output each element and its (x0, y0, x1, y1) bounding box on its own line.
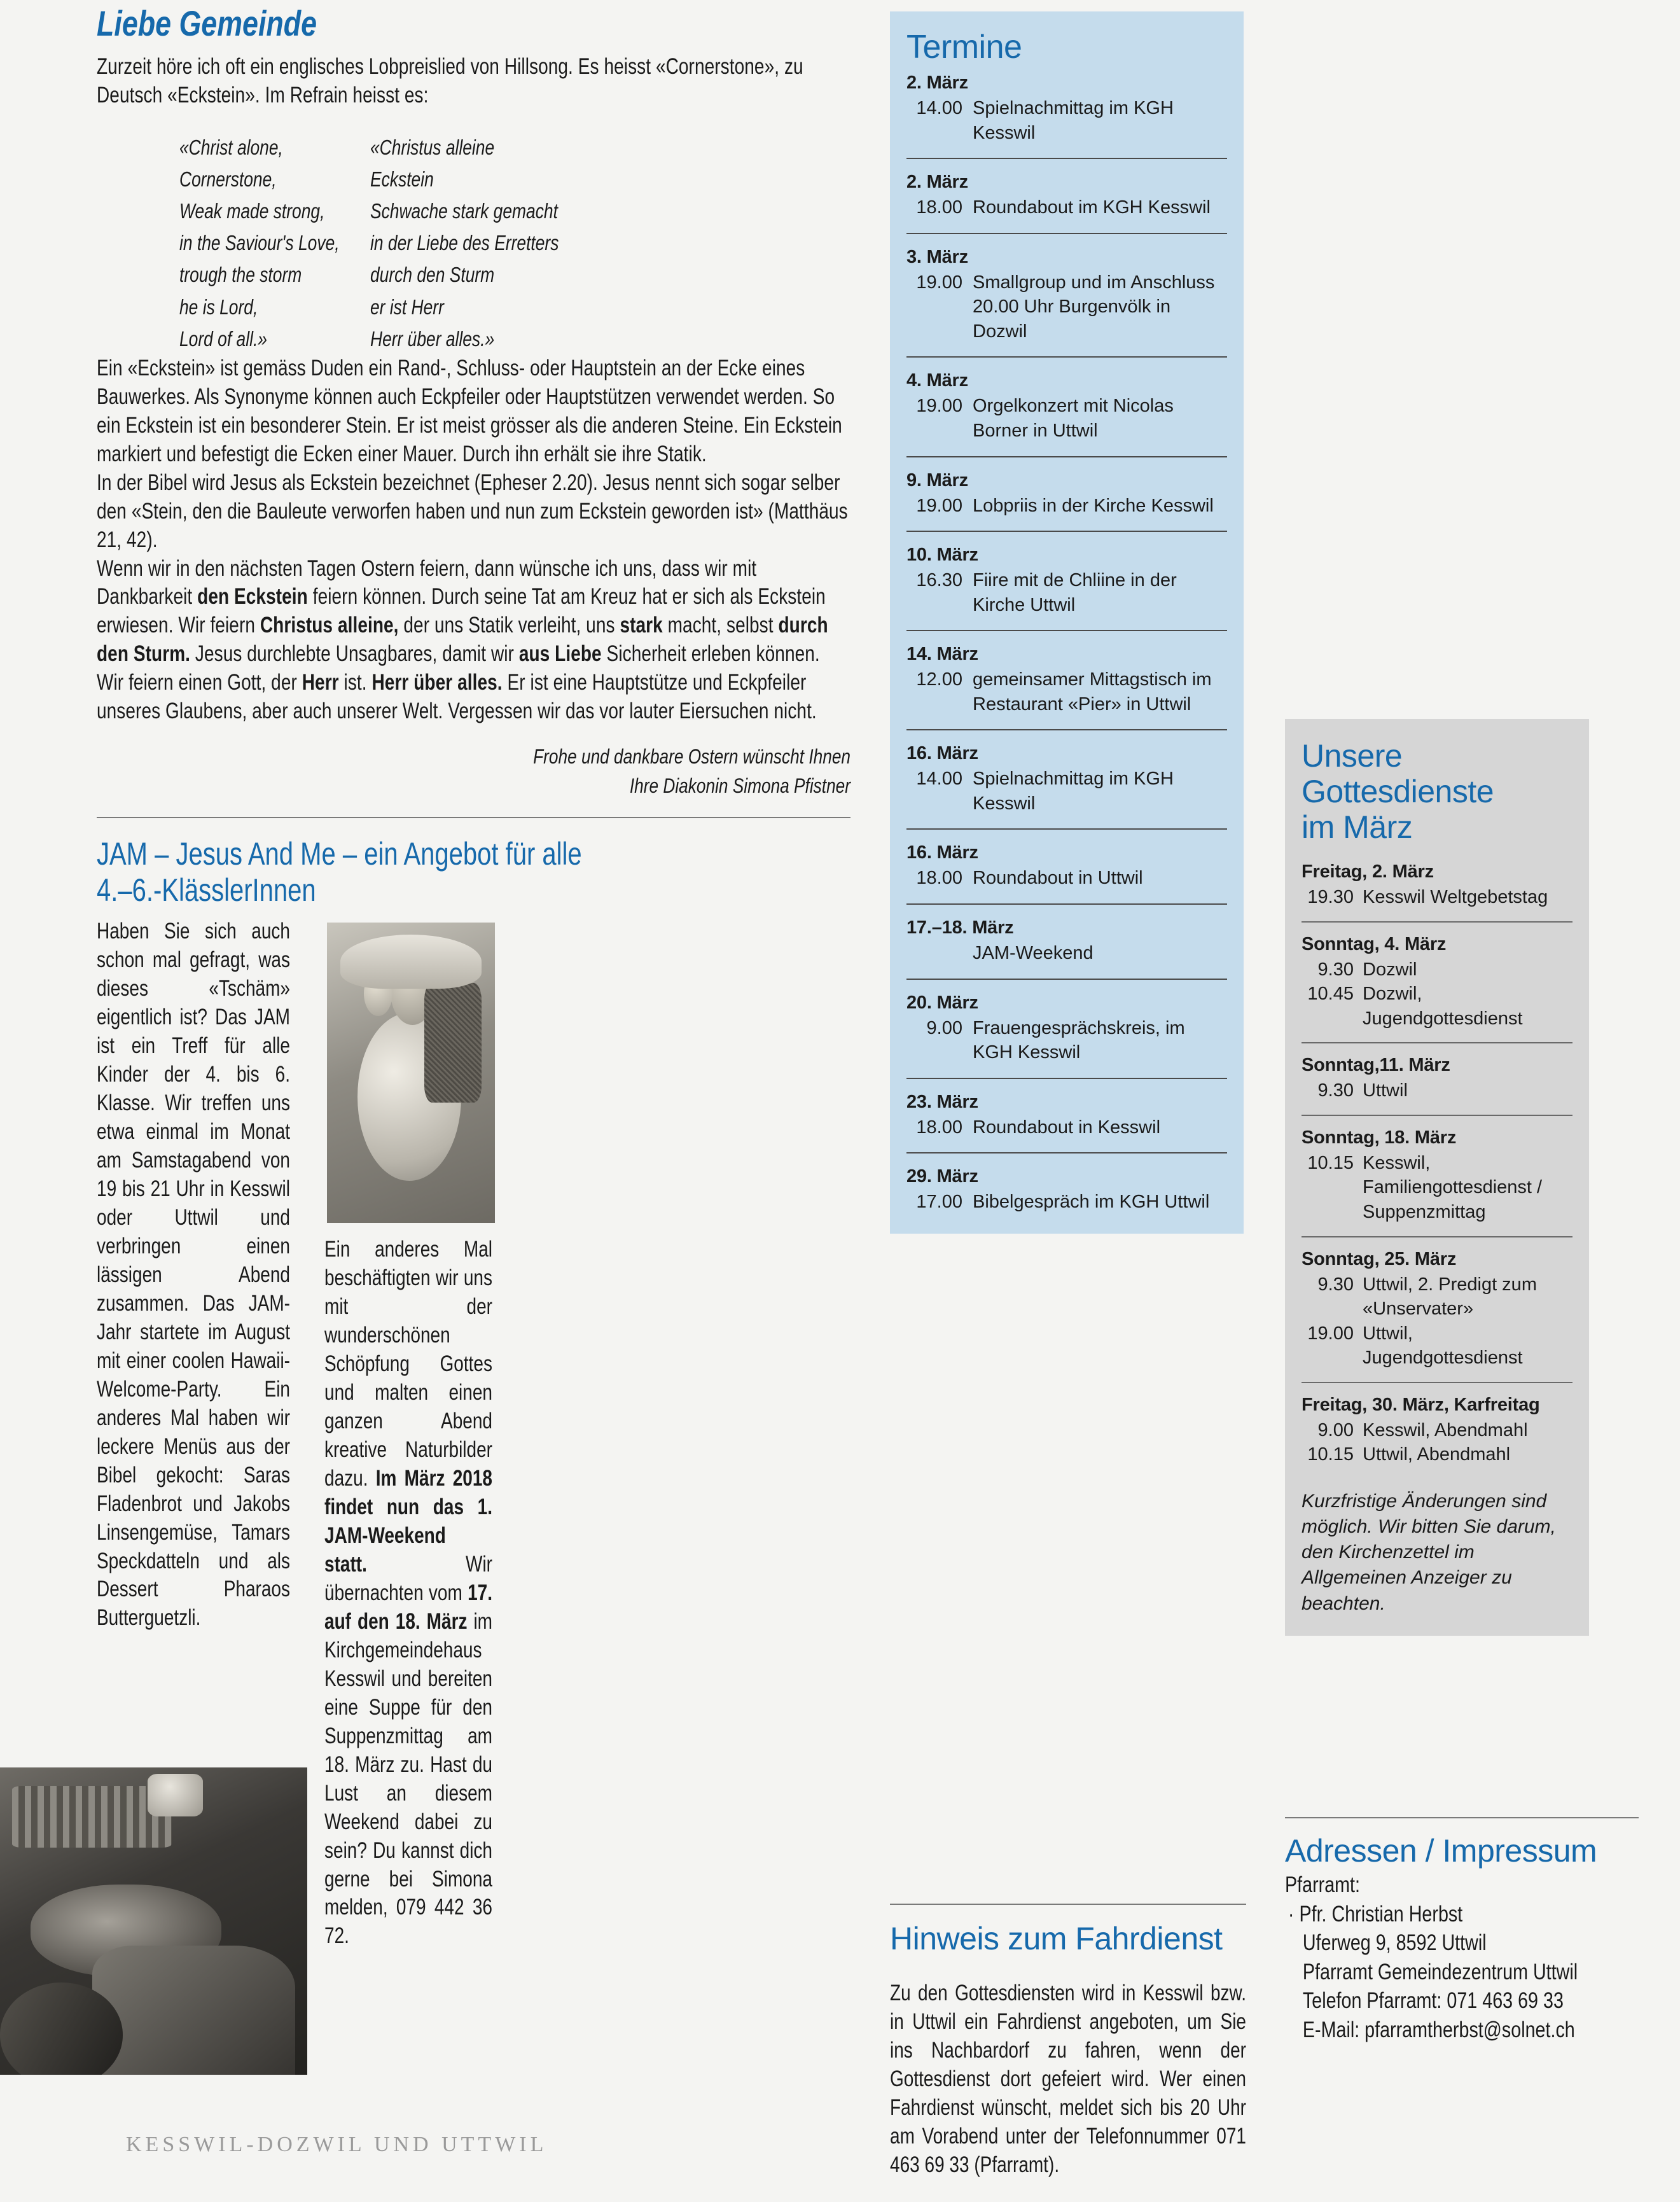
gottesdienst-item-time: 10.15 (1307, 1152, 1354, 1173)
jam-paragraph-1: Haben Sie sich auch schon mal gefragt, was dieses «Tschäm» eigentlich ist? Das JAM ist ein Treff für alle Kinder der 4. bis 6. Klasse. Wir treffen uns etwa einmal im Monat am Samstagabend von 19 bis 21 Uhr in Kesswil oder Uttwil und verbringen einen lässigen Abend zusammen. Das JAM-Jahr startete im August mit einer coolen Hawaii-Welcome-Party. Ein anderes Mal haben wir leckere Menüs aus der Bibel gekocht: Saras Fladenbrot und Jakobs Linsengemüse, Tamars Speckdatteln und als Dessert Pharaos Butterguetzli. (97, 919, 290, 1631)
gottesdienste-title-line-1: Unsere Gottesdienste (1302, 738, 1494, 809)
easter-reflection-emphasis: Herr über alles. (371, 670, 503, 695)
jam-paragraph-2-emphasis: Im März 2018 findet nun das 1. JAM-Weekend statt. (324, 1465, 492, 1577)
gottesdienst-item (1302, 1055, 1572, 1103)
termine-item-time: 19.00 (916, 396, 962, 417)
termine-item-date: 3. März (906, 246, 968, 267)
termine-item-separator (906, 979, 1227, 980)
gottesdienst-item-entry (1302, 1321, 1572, 1370)
adressen-title: Adressen / Impressum (1285, 1833, 1597, 1869)
fahrdienst-title: Hinweis zum Fahrdienst (890, 1921, 1223, 1956)
gottesdienst-item-entry (1302, 1442, 1572, 1467)
termine-item (906, 917, 1227, 966)
termine-item-date: 20. März (906, 992, 978, 1013)
easter-reflection-emphasis: stark (620, 613, 663, 638)
gottesdienst-item (1302, 1249, 1572, 1370)
gottesdienst-item (1302, 861, 1572, 910)
gottesdienste-title-line-2: im März (1302, 809, 1413, 845)
termine-item-date: 17.–18. März (906, 917, 1014, 938)
termine-item-separator (906, 630, 1227, 631)
gottesdienste-box (1285, 719, 1589, 1636)
eckstein-definition-paragraph: Ein «Eckstein» ist gemäss Duden ein Rand-, Schluss- oder Hauptstein an der Ecke eines Bauwerkes. Als Synonyme können auch Eckpfeiler oder Hauptstützen verwendet werden. So ein Eckstein ist ein besonderer Stein. Er ist meist grösser als die anderen Steine. Ein Eckstein markiert und befestigt die Ecken einer Mauer. Durch ihn erhält sie ihre Statik. (97, 355, 842, 466)
easter-reflection-text: der uns Statik verleiht, uns (398, 613, 620, 638)
jam-paragraph-2 (324, 1236, 492, 1951)
termine-item (906, 545, 1227, 617)
easter-reflection-emphasis: Herr (302, 670, 339, 695)
adressen-section (1285, 1817, 1639, 2044)
termine-item (906, 470, 1227, 519)
poem-german-line: Eckstein (370, 167, 434, 191)
poem-german-line: durch den Sturm (370, 263, 495, 287)
section-divider (97, 817, 850, 818)
termine-item-time: 14.00 (916, 98, 962, 118)
easter-reflection-text: feiern können. Durch seine Tat am Kreuz hat er sich als Eckstein erwiesen. Wir feiern (97, 584, 826, 638)
gottesdienst-item-entry (1302, 885, 1572, 910)
signature-line-1: Frohe und dankbare Ostern wünscht Ihnen (533, 745, 850, 769)
termine-item-separator (906, 1152, 1227, 1153)
adressen-lines (1285, 1871, 1639, 2044)
gottesdienst-item-entry (1302, 1151, 1572, 1225)
gottesdienst-item-time: 9.30 (1317, 959, 1354, 980)
termine-item (906, 370, 1227, 443)
gottesdienst-item (1302, 1127, 1572, 1225)
poem-german-line: er ist Herr (370, 295, 444, 319)
termine-item (906, 1092, 1227, 1140)
termine-item (906, 993, 1227, 1065)
gottesdienst-item-date: Sonntag, 25. März (1302, 1248, 1457, 1269)
gottesdienst-item-time: 9.30 (1317, 1080, 1354, 1101)
jam-title-line-2: 4.–6.-KlässlerInnen (97, 872, 316, 909)
termine-item-date: 2. März (906, 172, 968, 193)
poem-english-line: Lord of all.» (179, 326, 267, 351)
termine-item-entry (906, 866, 1227, 891)
gottesdienst-item-separator (1302, 921, 1572, 923)
gottesdienst-item-description: Uttwil, 2. Predigt zum «Unservater» (1363, 1274, 1537, 1320)
termine-item-entry (906, 941, 1227, 966)
termine-item-description: Smallgroup und im Anschluss 20.00 Uhr Burgenvölk in Dozwil (973, 272, 1215, 342)
termine-item-time: 9.00 (926, 1017, 962, 1038)
gottesdienst-item-description: Kesswil, Abendmahl (1363, 1419, 1528, 1440)
termine-item-separator (906, 903, 1227, 905)
termine-item-time: 14.00 (916, 769, 962, 790)
termine-item-separator (906, 729, 1227, 730)
termine-item-description: Lobpriis in der Kirche Kesswil (973, 495, 1214, 516)
gottesdienst-item-separator (1302, 1042, 1572, 1043)
gottesdienste-note: Kurzfristige Änderungen sind möglich. Wir bitten Sie darum, den Kirchenzettel im Allgemeinen Anzeiger zu beachten. (1302, 1490, 1556, 1614)
termine-item-time: 18.00 (916, 1117, 962, 1138)
gottesdienst-item-entry (1302, 1418, 1572, 1443)
bible-reference-paragraph: In der Bibel wird Jesus als Eckstein bezeichnet (Epheser 2.20). Jesus nennt sich sogar selber den «Stein, den die Bauleute verworfen haben und nun zum Eckstein geworden ist» (Matthäus 21, 42). (97, 470, 848, 552)
termine-item-entry (906, 767, 1227, 816)
gottesdienst-item-time: 19.00 (1307, 1323, 1354, 1344)
gottesdienst-item-time: 9.30 (1317, 1274, 1354, 1295)
signature-block (97, 742, 850, 800)
termine-item-description: Spielnachmittag im KGH Kesswil (973, 98, 1174, 143)
termine-item-description: Bibelgespräch im KGH Uttwil (973, 1192, 1210, 1213)
gottesdienste-list (1302, 861, 1572, 1467)
address-line: Pfarramt Gemeindezentrum Uttwil (1302, 1959, 1578, 1984)
gottesdienst-item-description: Uttwil (1363, 1080, 1408, 1101)
jam-paragraph-2-text: Wir übernachten vom (324, 1551, 492, 1605)
termine-item-date: 29. März (906, 1166, 978, 1187)
termine-item-separator (906, 456, 1227, 457)
gottesdienst-item (1302, 1395, 1572, 1467)
termine-item-time: 17.00 (916, 1192, 962, 1213)
termine-item-entry (906, 667, 1227, 716)
termine-item-separator (906, 1078, 1227, 1079)
easter-reflection-text: macht, selbst (662, 613, 779, 638)
poem-german-line: Schwache stark gemacht (370, 199, 558, 223)
address-line: Uferweg 9, 8592 Uttwil (1302, 1930, 1487, 1955)
termine-item-separator (906, 531, 1227, 532)
termine-item-entry (906, 394, 1227, 443)
easter-reflection-text: Wenn wir in den nächsten Tagen Ostern feiern, dann wünsche ich uns, dass wir mit Dankbarkeit (97, 555, 757, 610)
jam-paragraph-2-text: im Kirchgemeindehaus Kesswil und bereiten eine Suppe für den Suppenzmittag am 18. März zu. Hast du Lust an diesem Weekend dabei zu sein? Du kannst dich gerne bei Simona melden, 079 442 36 72. (324, 1608, 492, 1949)
gottesdienst-item-entry (1302, 982, 1572, 1031)
food-photo (327, 923, 495, 1223)
termine-item-description: Orgelkonzert mit Nicolas Borner in Uttwil (973, 396, 1174, 441)
termine-item-entry (906, 96, 1227, 145)
termine-item-time: 12.00 (916, 669, 962, 690)
poem-english-line: Cornerstone, (179, 167, 277, 191)
gottesdienst-item-time: 19.30 (1307, 887, 1354, 907)
gottesdienst-item-date: Sonntag,11. März (1302, 1055, 1450, 1076)
address-line: · Pfr. Christian Herbst (1288, 1901, 1463, 1927)
termine-item-time: 19.00 (916, 272, 962, 293)
poem-german-line: Herr über alles.» (370, 326, 495, 351)
easter-reflection-text: ist. (338, 670, 372, 695)
poem-block (97, 132, 850, 351)
jam-paragraph-2-emphasis: 17. auf den 18. März (324, 1580, 492, 1634)
termine-item-entry (906, 270, 1227, 344)
termine-item (906, 73, 1227, 145)
gottesdienst-item-date: Freitag, 30. März, Karfreitag (1302, 1394, 1540, 1415)
poem-english-line: trough the storm (179, 263, 302, 287)
gottesdienst-item-description: Uttwil, Abendmahl (1363, 1444, 1511, 1465)
termine-item-date: 14. März (906, 644, 978, 665)
termine-item-entry (906, 568, 1227, 617)
poem-english-line: Weak made strong, (179, 199, 325, 223)
termine-item-time: 18.00 (916, 868, 962, 889)
adressen-divider (1285, 1817, 1639, 1818)
termine-item-description: Roundabout in Uttwil (973, 868, 1143, 889)
easter-reflection-text: Er ist eine Hauptstütze und Eckpfeiler unseres Glaubens, aber auch unserer Welt. Vergessen wir das vor lauter Eiersuchen nicht. (97, 670, 817, 724)
fahrdienst-section (890, 1904, 1246, 2202)
poem-english-line: in the Saviour's Love, (179, 231, 340, 255)
termine-item-date: 2. März (906, 73, 968, 93)
termine-item-time: 18.00 (916, 197, 962, 218)
termine-item-description: Roundabout in Kesswil (973, 1117, 1161, 1138)
gottesdienst-item-separator (1302, 1115, 1572, 1116)
termine-item-description: gemeinsamer Mittagstisch im Restaurant «Pier» in Uttwil (973, 669, 1212, 714)
easter-reflection-text: Sicherheit erleben können. Wir feiern einen Gott, der (97, 641, 820, 695)
termine-item-time: 19.00 (916, 495, 962, 516)
poem-english-line: he is Lord, (179, 295, 258, 319)
fahrdienst-divider (890, 1904, 1246, 1905)
easter-reflection-paragraph (97, 555, 850, 727)
easter-reflection-emphasis: aus Liebe (518, 641, 602, 667)
poem-english-line: «Christ alone, (179, 135, 283, 159)
gottesdienst-item-description: Uttwil, Jugendgottesdienst (1363, 1323, 1523, 1369)
termine-title: Termine (906, 29, 1022, 66)
gottesdienst-item-entry (1302, 1272, 1572, 1321)
termine-item (906, 743, 1227, 816)
jam-title-line-1: JAM – Jesus And Me – ein Angebot für alle (97, 836, 582, 872)
left-column (97, 3, 850, 1949)
gottesdienst-item-description: Dozwil (1363, 959, 1417, 980)
poem-german-line: «Christus alleine (370, 135, 495, 159)
termine-item-entry (906, 1016, 1227, 1065)
easter-reflection-emphasis: durch den Sturm. (97, 613, 828, 667)
address-line: E-Mail: pfarramtherbst@solnet.ch (1302, 2017, 1575, 2042)
termine-item-separator (906, 158, 1227, 159)
greeting-title: Liebe Gemeinde (97, 3, 317, 43)
termine-item (906, 1166, 1227, 1215)
easter-reflection-emphasis: den Eckstein (197, 584, 308, 610)
termine-item-description: Fiire mit de Chliine in der Kirche Uttwil (973, 570, 1177, 615)
greeting-intro-paragraph: Zurzeit höre ich oft ein englisches Lobpreislied von Hillsong. Es heisst «Cornerstone», zu Deutsch «Eckstein». Im Refrain heisst es: (97, 53, 803, 108)
termine-item-time (906, 941, 973, 966)
gottesdienst-item-entry (1302, 1078, 1572, 1103)
poem-german-line: in der Liebe des Erretters (370, 231, 559, 255)
gottesdienst-item-time: 10.45 (1307, 984, 1354, 1005)
gottesdienst-item-entry (1302, 958, 1572, 982)
termine-item (906, 842, 1227, 891)
termine-item-entry (906, 494, 1227, 519)
gottesdienst-item-separator (1302, 1382, 1572, 1383)
termine-item-separator (906, 356, 1227, 358)
easter-reflection-emphasis: Christus alleine, (260, 613, 399, 638)
termine-box (890, 11, 1244, 1234)
gottesdienst-item-description: Kesswil Weltgebetstag (1363, 887, 1548, 907)
termine-item-description: JAM-Weekend (973, 943, 1093, 963)
gottesdienst-item-description: Dozwil, Jugendgottesdienst (1363, 984, 1523, 1029)
termine-item-entry (906, 1190, 1227, 1215)
termine-item-separator (906, 828, 1227, 830)
termine-item-time: 16.30 (916, 570, 962, 591)
address-line: Pfarramt: (1285, 1872, 1361, 1897)
jam-paragraph-2-text: Ein anderes Mal beschäftigten wir uns mit der wunderschönen Schöpfung Gottes und malten einen ganzen Abend kreative Naturbilder dazu. (324, 1237, 492, 1491)
termine-item-date: 23. März (906, 1091, 978, 1112)
termine-item-date: 16. März (906, 842, 978, 863)
termine-item-date: 16. März (906, 743, 978, 764)
termine-item (906, 247, 1227, 344)
gottesdienste-title (1302, 738, 1572, 845)
termine-item-description: Frauengesprächskreis, im KGH Kesswil (973, 1017, 1185, 1063)
termine-item-separator (906, 233, 1227, 234)
gottesdienst-item (1302, 934, 1572, 1031)
easter-reflection-text: Jesus durchlebte Unsagbares, damit wir (190, 641, 519, 667)
termine-item-description: Roundabout im KGH Kesswil (973, 197, 1211, 218)
gottesdienst-item-date: Sonntag, 18. März (1302, 1127, 1457, 1148)
termine-item-date: 4. März (906, 370, 968, 391)
craft-photo (0, 1767, 307, 2075)
termine-item-entry (906, 1115, 1227, 1140)
termine-item-description: Spielnachmittag im KGH Kesswil (973, 769, 1174, 814)
signature-line-2: Ihre Diakonin Simona Pfistner (629, 774, 850, 797)
jam-title (97, 836, 850, 909)
termine-item-entry (906, 195, 1227, 220)
poem-english-column (179, 132, 393, 355)
termine-item (906, 172, 1227, 220)
gottesdienst-item-time: 10.15 (1307, 1444, 1354, 1465)
address-line: Telefon Pfarramt: 071 463 69 33 (1302, 1988, 1564, 2013)
gottesdienst-item-description: Kesswil, Familiengottesdienst / Suppenzmittag (1363, 1152, 1543, 1222)
page-footer: KESSWIL-DOZWIL UND UTTWIL (126, 2133, 548, 2156)
termine-list (906, 73, 1227, 1215)
termine-item (906, 644, 1227, 716)
termine-item-date: 10. März (906, 545, 978, 566)
gottesdienst-item-separator (1302, 1236, 1572, 1237)
gottesdienst-item-time: 9.00 (1317, 1419, 1354, 1440)
gottesdienst-item-date: Freitag, 2. März (1302, 861, 1434, 882)
termine-item-date: 9. März (906, 470, 968, 491)
fahrdienst-body: Zu den Gottesdiensten wird in Kesswil bzw. in Uttwil ein Fahrdienst angeboten, um Sie ins Nachbardorf zu fahren, wenn der Gottesdienst dort gefeiert wird. Wer einen Fahrdienst wünscht, meldet sich bis 20 Uhr am Vorabend unter der Telefonnummer 071 463 69 33 (Pfarramt). (890, 1981, 1246, 2177)
poem-german-column (370, 132, 635, 355)
gottesdienst-item-date: Sonntag, 4. März (1302, 933, 1447, 954)
